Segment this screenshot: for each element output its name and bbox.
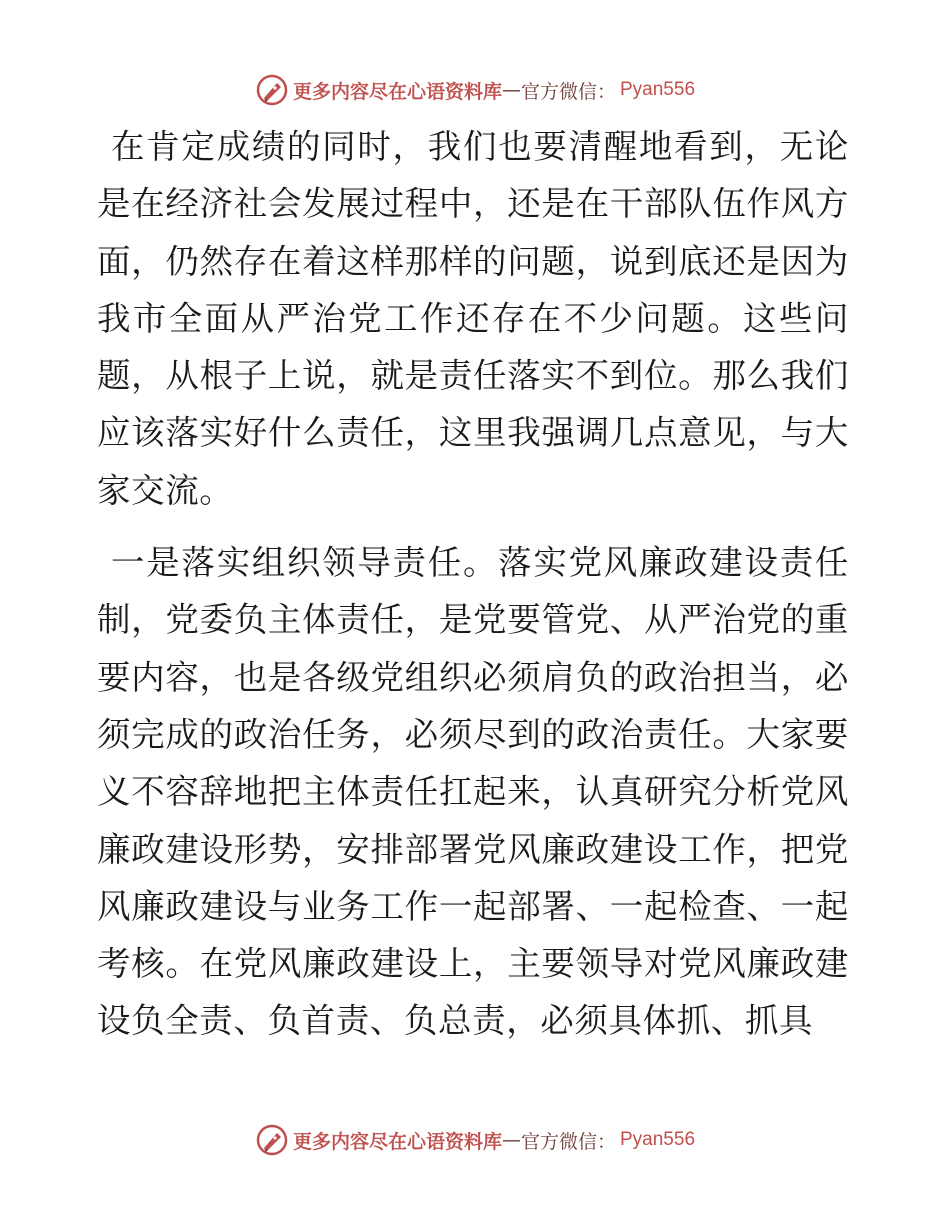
document-body [97,118,849,1050]
footer-watermark-site: 更多内容尽在心语资料库 [292,1130,502,1153]
paragraph-1: 在肯定成绩的同时，我们也要清醒地看到，无论是在经济社会发展过程中，还是在干部队伍作风方面，仍然存在着这样那样的问题，说到底还是因为我市全面从严治党工作还存在不少问题。这些问题，从根子上说，就是责任落实不到位。那么我们应该落实好什么责任，这里我强调几点意见，与大家交流。 [97,127,849,510]
paragraph-2: 一是落实组织领导责任。落实党风廉政建设责任制，党委负主体责任，是党要管党、从严治党的重要内容，也是各级党组织必须肩负的政治担当，必须完成的政治任务，必须尽到的政治责任。大家要义不容辞地把主体责任扛起来，认真研究分析党风廉政建设形势，安排部署党风廉政建设工作，把党风廉政建设与业务工作一起部署、一起检查、一起考核。在党风廉政建设上，主要领导对党风廉政建设负全责、负首责、负总责，必须具体抓、抓具 [97,543,849,1041]
footer-watermark-dash: — [501,1129,521,1151]
header-watermark-dash: — [501,79,521,101]
header-watermark [0,70,950,110]
pen-nib-logo-icon [255,1123,289,1157]
footer-watermark-wechat-label: 官方微信： [520,1130,616,1153]
pen-nib-logo-icon [255,73,289,107]
header-watermark-site: 更多内容尽在心语资料库 [292,80,502,103]
header-watermark-wechat-label: 官方微信： [520,80,616,103]
footer-watermark [0,1120,950,1160]
header-watermark-wechat-id: Pyan556 [620,79,696,100]
footer-watermark-wechat-id: Pyan556 [620,1129,696,1150]
